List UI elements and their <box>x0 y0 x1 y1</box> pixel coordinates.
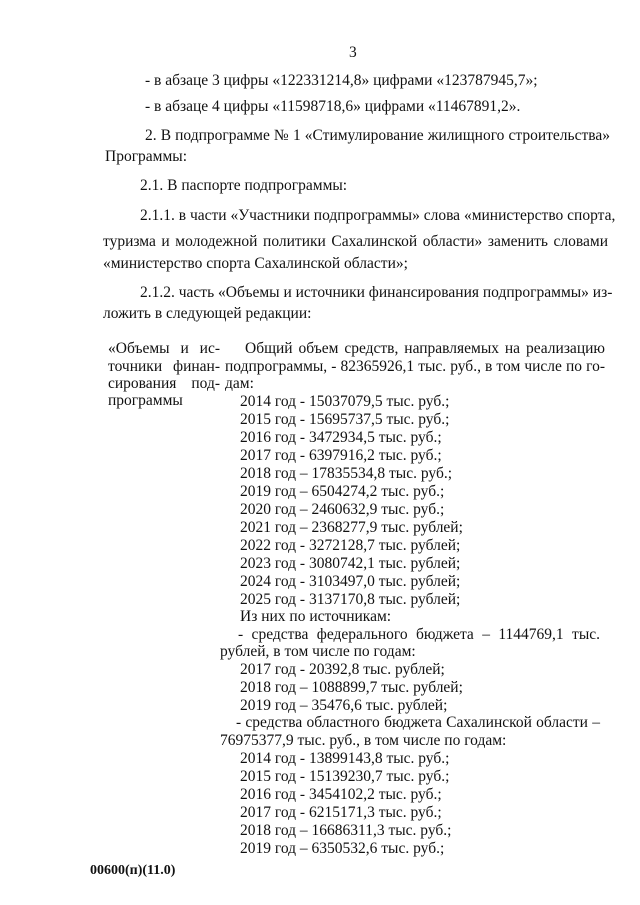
table-left-cell-line: программы <box>108 392 183 409</box>
paragraph-line: ложить в следующей редакции: <box>103 305 312 322</box>
year-line: 2025 год - 3137170,8 тыс. рублей; <box>240 591 461 608</box>
paragraph-line: «министерство спорта Сахалинской области»; <box>103 255 408 272</box>
table-left-cell-line: «Объемы и ис- <box>108 340 220 357</box>
year-line: 2019 год – 6504274,2 тыс. руб.; <box>240 483 445 500</box>
regional-year-line: 2016 год - 3454102,2 тыс. руб.; <box>240 786 442 803</box>
year-line: 2017 год - 6397916,2 тыс. руб.; <box>240 447 442 464</box>
year-line: 2015 год - 15695737,5 тыс. руб.; <box>240 411 450 428</box>
regional-year-line: 2015 год - 15139230,7 тыс. руб.; <box>240 768 450 785</box>
sources-heading: Из них по источникам: <box>240 608 392 625</box>
paragraph-line: 2.1. В паспорте подпрограммы: <box>140 177 348 194</box>
paragraph-line: туризма и молодежной политики Сахалинской области» заменить словами <box>103 233 608 250</box>
paragraph-line: Программы: <box>105 148 188 165</box>
paragraph-line: - в абзаце 3 цифры «122331214,8» цифрами «123787945,7»; <box>145 72 538 89</box>
year-line: 2020 год – 2460632,9 тыс. руб.; <box>240 501 445 518</box>
table-intro-line: дам: <box>225 375 254 392</box>
table-intro-line: подпрограммы, - 82365926,1 тыс. руб., в том числе по го- <box>225 358 605 375</box>
paragraph-line: 2.1.1. в части «Участники подпрограммы» слова «министерство спорта, <box>140 207 616 224</box>
regional-year-line: 2017 год - 6215171,3 тыс. руб.; <box>240 804 442 821</box>
footer-code: 00600(п)(11.0) <box>90 863 176 878</box>
page-number: 3 <box>349 44 357 61</box>
regional-year-line: 2014 год - 13899143,8 тыс. руб.; <box>240 750 450 767</box>
federal-budget-line: рублей, в том числе по годам: <box>220 643 416 660</box>
paragraph-line: - в абзаце 4 цифры «11598718,6» цифрами «11467891,2». <box>145 98 521 115</box>
federal-budget-line: - средства федерального бюджета – 1144769,1 тыс. <box>238 626 600 643</box>
regional-year-line: 2019 год – 6350532,6 тыс. руб.; <box>240 840 445 857</box>
year-line: 2021 год – 2368277,9 тыс. рублей; <box>240 519 463 536</box>
table-left-cell-line: точники финан- <box>108 358 220 375</box>
regional-budget-line: - средства областного бюджета Сахалинской области – <box>236 714 600 731</box>
year-line: 2024 год - 3103497,0 тыс. рублей; <box>240 573 461 590</box>
year-line: 2016 год - 3472934,5 тыс. руб.; <box>240 429 442 446</box>
regional-year-line: 2018 год – 16686311,3 тыс. руб.; <box>240 822 452 839</box>
table-intro-line: Общий объем средств, направляемых на реализацию <box>245 340 605 357</box>
year-line: 2018 год – 17835534,8 тыс. руб.; <box>240 465 453 482</box>
federal-year-line: 2017 год - 20392,8 тыс. рублей; <box>240 661 445 678</box>
regional-budget-line: 76975377,9 тыс. руб., в том числе по годам: <box>220 732 507 749</box>
year-line: 2014 год - 15037079,5 тыс. руб.; <box>240 393 450 410</box>
year-line: 2022 год - 3272128,7 тыс. рублей; <box>240 537 461 554</box>
paragraph-line: 2. В подпрограмме № 1 «Стимулирование жилищного строительства» <box>145 127 610 144</box>
federal-year-line: 2019 год – 35476,6 тыс. рублей; <box>240 697 448 714</box>
federal-year-line: 2018 год – 1088899,7 тыс. рублей; <box>240 679 463 696</box>
paragraph-line: 2.1.2. часть «Объемы и источники финансирования подпрограммы» из- <box>140 284 613 301</box>
year-line: 2023 год - 3080742,1 тыс. рублей; <box>240 555 461 572</box>
table-left-cell-line: сирования под- <box>108 375 220 392</box>
